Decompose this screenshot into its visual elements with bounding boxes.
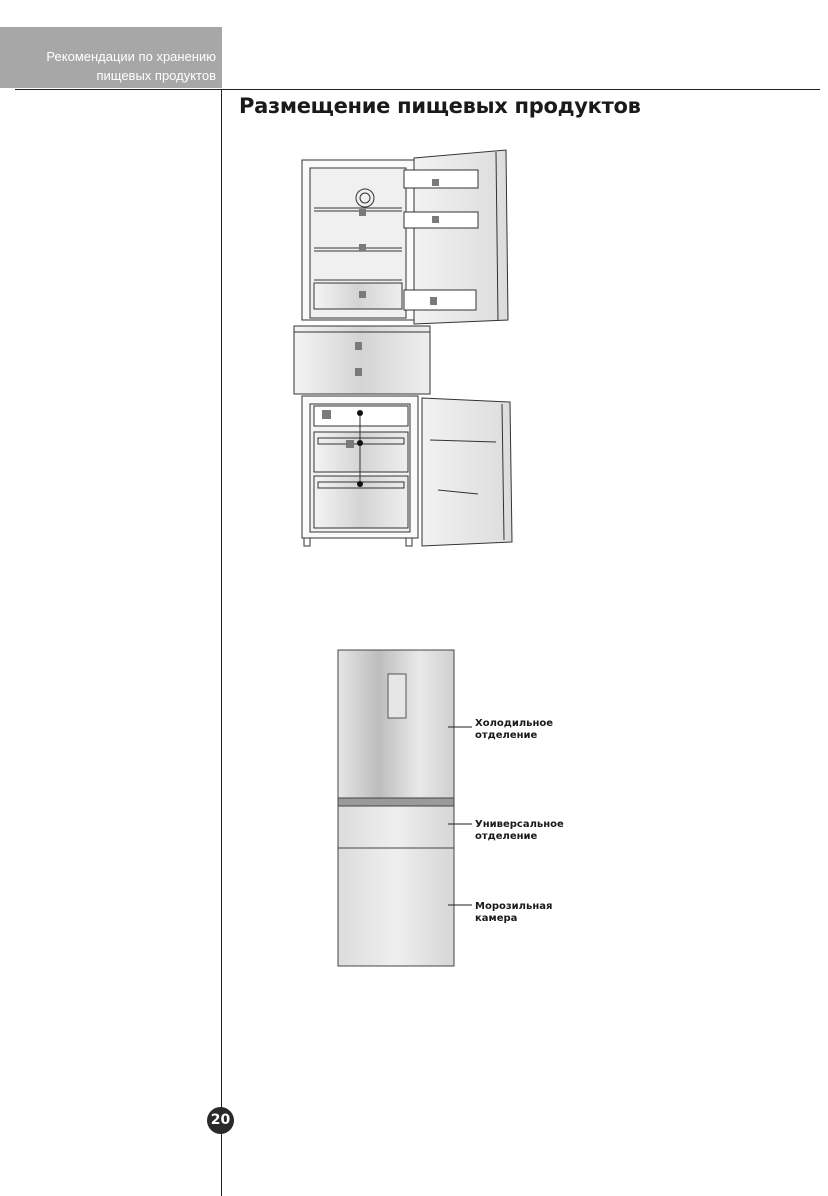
open-fridge-illustration [290,148,522,558]
universal-compartment-label: Универсальное отделение [475,819,564,842]
callout-lines [440,700,480,930]
section-title-line2: пищевых продуктов [96,68,216,83]
section-title-line1: Рекомендации по хранению [46,49,216,64]
freezer-compartment-label: Морозильная камера [475,901,553,924]
fridge-compartment-label: Холодильное отделение [475,718,554,741]
page-number: 20 [207,1107,234,1134]
section-tab [0,27,222,88]
margin-rule [221,90,222,1196]
header-rule [15,89,820,90]
page-title: Размещение пищевых продуктов [239,94,641,118]
